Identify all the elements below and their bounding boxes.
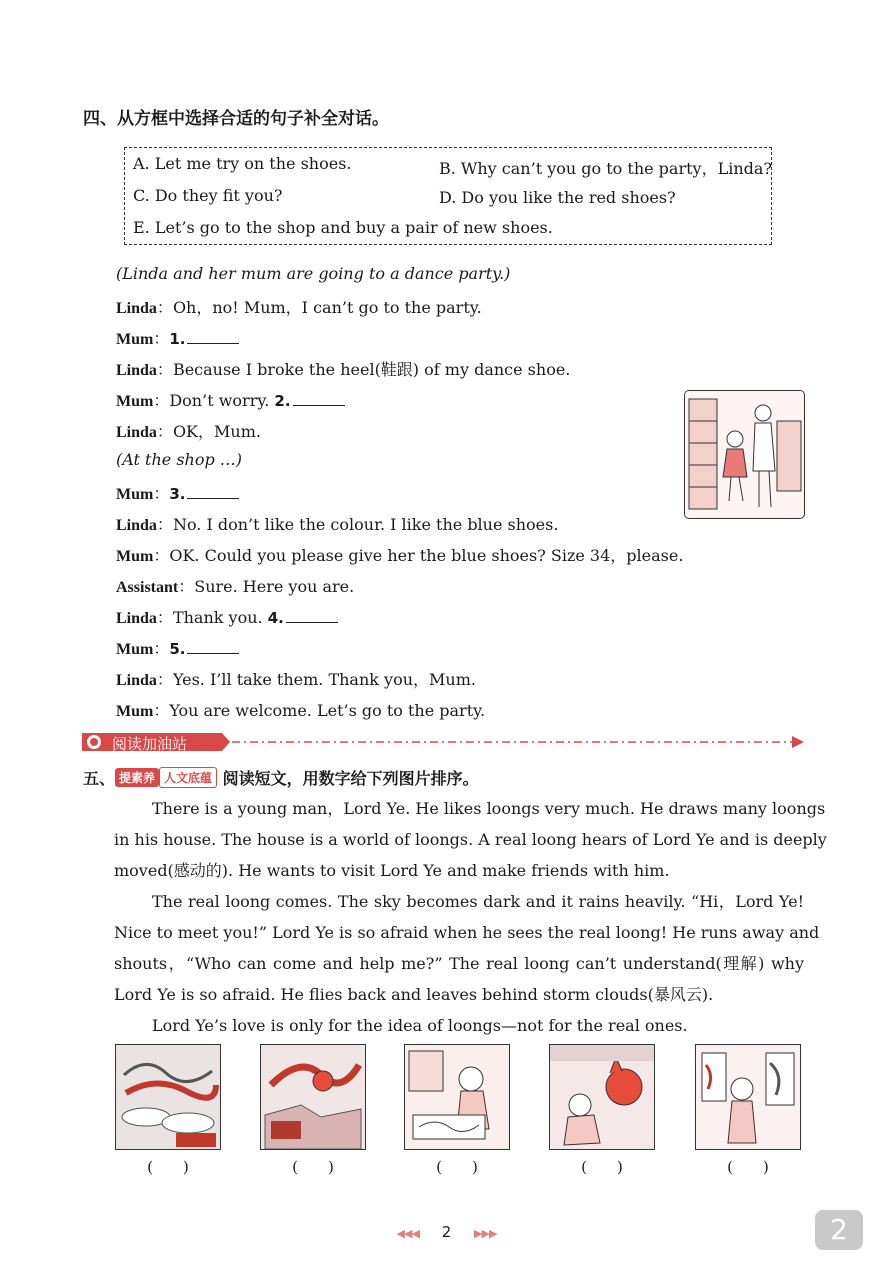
speaker: Mum: [116, 331, 154, 348]
answer-paren-4[interactable]: ( ): [581, 1158, 623, 1176]
picture-lord-ye-runs-away: [549, 1044, 655, 1150]
answer-blank-4[interactable]: [286, 608, 338, 623]
answer-blank-3[interactable]: [187, 484, 239, 499]
option-b: B. Why can’t you go to the party，Linda?: [439, 159, 772, 178]
answer-paren-1[interactable]: ( ): [147, 1158, 189, 1176]
separator: ：: [178, 577, 195, 596]
separator: ：: [153, 484, 170, 503]
line-text: You are welcome. Let’s go to the party.: [169, 701, 486, 720]
separator: ：: [153, 546, 170, 565]
scene-direction-1: (Linda and her mum are going to a dance party.): [116, 264, 511, 283]
dialogue-line: [116, 388, 345, 411]
passage-line: Lord Ye’s love is only for the idea of loongs—not for the real ones.: [152, 1016, 688, 1035]
line-text: No. I don’t like the colour. I like the blue shoes.: [172, 515, 559, 534]
separator: ：: [156, 422, 173, 441]
blank-number: 1.: [169, 330, 186, 348]
passage-line: shouts，“Who can come and help me?” The real loong can’t understand(理解) why: [114, 954, 804, 973]
blank-number: 5.: [169, 640, 186, 658]
line-text: Thank you.: [172, 608, 268, 627]
line-text: Because I broke the heel(鞋跟) of my dance shoe.: [172, 360, 571, 379]
option-e: E. Let’s go to the shop and buy a pair of new shoes.: [133, 218, 553, 237]
options-box: [124, 147, 772, 245]
line-text: Oh，no! Mum，I can’t go to the party.: [172, 298, 482, 317]
dialogue-line: [116, 512, 558, 535]
tag-tisuyang: 提素养: [115, 768, 159, 787]
speaker: Mum: [116, 486, 154, 503]
separator: ：: [153, 701, 170, 720]
dialogue-line: [116, 357, 570, 380]
line-text: OK，Mum.: [172, 422, 261, 441]
dialogue-line: [116, 481, 239, 504]
banner-label: 阅读加油站: [112, 735, 188, 753]
blank-number: 2.: [274, 392, 291, 410]
blank-number: 4.: [267, 609, 284, 627]
passage-line: Lord Ye is so afraid. He flies back and leaves behind storm clouds(暴风云).: [114, 985, 714, 1004]
scene-direction-2: (At the shop …): [116, 450, 243, 469]
line-text: OK. Could you please give her the blue shoes? Size 34，please.: [169, 546, 684, 565]
dialogue-line: [116, 326, 239, 349]
speaker: Mum: [116, 548, 154, 565]
passage-paragraph-1: [114, 793, 827, 886]
passage-paragraph-3: [114, 1010, 804, 1041]
passage-line: The real loong comes. The sky becomes dark and it rains heavily. “Hi，Lord Ye!: [152, 892, 804, 911]
separator: ：: [153, 639, 170, 658]
dialogue-line: [116, 543, 683, 566]
separator: ：: [156, 608, 173, 627]
speaker: Linda: [116, 424, 157, 441]
tag-renwendiyun: 人文底蕴: [159, 767, 217, 788]
line-text: Sure. Here you are.: [194, 577, 355, 596]
speaker: Linda: [116, 362, 157, 379]
picture-lord-ye-drawing: [404, 1044, 510, 1150]
answer-blank-5[interactable]: [187, 639, 239, 654]
dialogue-line: [116, 295, 482, 318]
dialogue-line: [116, 605, 338, 628]
blank-number: 3.: [169, 485, 186, 503]
passage-paragraph-2: [114, 886, 820, 1010]
dialogue-line: [116, 419, 261, 442]
option-c: C. Do they fit you?: [133, 186, 283, 205]
speaker: Linda: [116, 672, 157, 689]
separator: ：: [156, 670, 173, 689]
separator: ：: [153, 329, 170, 348]
separator: ：: [156, 360, 173, 379]
picture-lord-ye-paintings: [695, 1044, 801, 1150]
option-a: A. Let me try on the shoes.: [133, 154, 352, 173]
answer-paren-5[interactable]: ( ): [727, 1158, 769, 1176]
speaker: Linda: [116, 610, 157, 627]
answer-blank-1[interactable]: [187, 329, 239, 344]
picture-loong-flying-away: [260, 1044, 366, 1150]
dialogue-line: [116, 574, 354, 597]
dialogue-line: [116, 636, 239, 659]
passage-line: Nice to meet you!” Lord Ye is so afraid when he sees the real loong! He runs away and: [114, 923, 820, 942]
option-d: D. Do you like the red shoes?: [439, 188, 676, 207]
separator: ：: [156, 298, 173, 317]
page-footer: [0, 1223, 893, 1241]
section-5-instruction: 阅读短文，用数字给下列图片排序。: [222, 769, 479, 788]
separator: ：: [156, 515, 173, 534]
dialogue-line: [116, 667, 476, 690]
speaker: Assistant: [116, 579, 179, 596]
passage-line: There is a young man，Lord Ye. He likes loongs very much. He draws many loongs: [152, 799, 826, 818]
reading-banner: [82, 731, 807, 753]
answer-paren-3[interactable]: ( ): [436, 1158, 478, 1176]
line-text: Yes. I’ll take them. Thank you，Mum.: [172, 670, 476, 689]
section-5-title: [83, 766, 479, 789]
section-4-title: 四、从方框中选择合适的句子补全对话。: [83, 109, 389, 129]
speaker: Linda: [116, 517, 157, 534]
page-badge: 2: [815, 1210, 863, 1250]
passage-line: in his house. The house is a world of loongs. A real loong hears of Lord Ye and is deeply: [114, 830, 827, 849]
section-5-number: 五、: [83, 769, 116, 788]
right-arrows-icon: ▶▶▶: [474, 1227, 497, 1240]
answer-blank-2[interactable]: [293, 391, 345, 406]
line-text: Don’t worry.: [169, 391, 275, 410]
passage-line: moved(感动的). He wants to visit Lord Ye and make friends with him.: [114, 861, 670, 880]
dialogue-line: [116, 698, 485, 721]
shoe-shop-illustration: [684, 390, 805, 519]
separator: ：: [153, 391, 170, 410]
speaker: Linda: [116, 300, 157, 317]
speaker: Mum: [116, 393, 154, 410]
speaker: Mum: [116, 703, 154, 720]
answer-paren-2[interactable]: ( ): [292, 1158, 334, 1176]
page-number: 2: [441, 1223, 452, 1241]
speaker: Mum: [116, 641, 154, 658]
left-arrows-icon: ◀◀◀: [396, 1227, 419, 1240]
picture-storm-loong: [115, 1044, 221, 1150]
